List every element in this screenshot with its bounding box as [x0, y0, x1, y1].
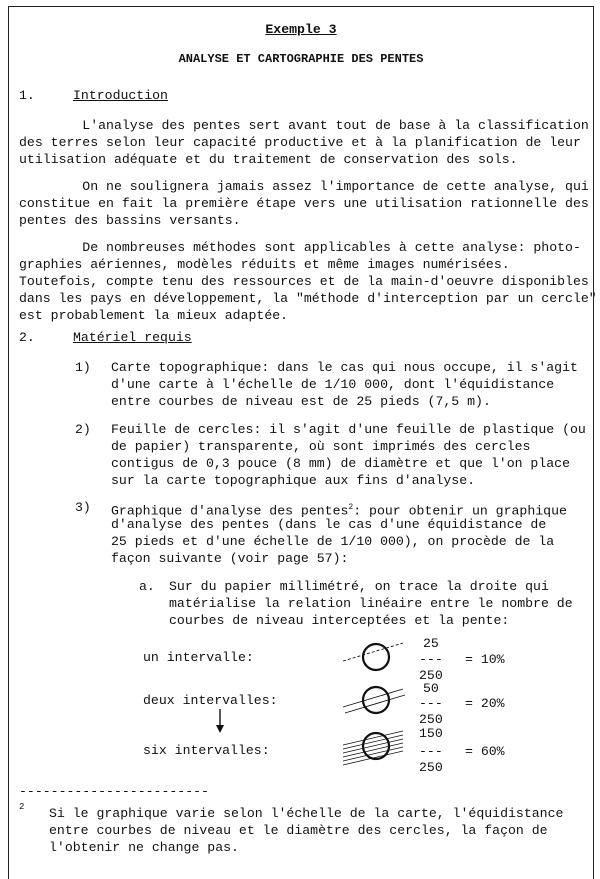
section-2-heading: Matériel requis — [73, 330, 192, 345]
diagram-label-1: un intervalle: — [143, 650, 254, 665]
doc-subtitle: ANALYSE ET CARTOGRAPHIE DES PENTES — [178, 52, 424, 66]
footnote-mark: 2 — [19, 802, 25, 812]
result-2: = 20% — [465, 696, 505, 711]
fraction-1-numerator: 25 — [423, 636, 439, 651]
fraction-2-denominator: 250 — [419, 712, 443, 727]
fraction-2-numerator: 50 — [423, 681, 439, 696]
fraction-3-denominator: 250 — [419, 760, 443, 775]
circle-one-interval-icon — [341, 639, 411, 679]
footnote-rule: ------------------------ — [19, 784, 209, 799]
circle-two-intervals-icon — [341, 681, 411, 721]
result-3: = 60% — [465, 744, 505, 759]
circle-six-intervals-icon — [341, 725, 411, 769]
document-page: Exemple 3 ANALYSE ET CARTOGRAPHIE DES PENTES 1. Introduction L'analyse des pentes sert avant tout de base à la classification des terres selon leur capacité productive et à la planification de leur utilisation adéquate et du traitement de conservation des sols. On ne soulignera jamais assez l'importance de cette analyse, qui constitue en fait la première étape vers une utilisation rationnelle des pentes des bassins versants. De nombreuses méthodes sont applicables à cette analyse: photo- graphies aériennes, modèles réduits et même images numérisées. Toutefois, compte tenu des ressources et de la main-d'oeuvre disponibles dans les pays en développement, la "méthode d'interception par un cercle" est probablement la mieux adaptée. 2. Matériel requis 1) Carte topographique: dans le cas qui nous occupe, il s'agit d'une carte à l'échelle de 1/10 000, dont l'équidistance entre courbes de niveau est de 25 pieds (7,5 m). 2) Feuille de cercles: il s'agit d'une feuille de plastique (ou de papier) transparente, où sont imprimés des cercles contigus de 0,3 pouce (8 mm) de diamètre et que l'on place sur la carte topographique aux fins d'analyse. 3) Graphique d'analyse des pentes$^2$: pour obtenir un graphique d'analyse des pentes (dans le cas d'une équidistance de 25 pieds et d'une échelle de 1/10 000), on procède de la façon suivante (voir page 57): a. Sur du papier millimétré, on trace la droite qui matérialise la relation linéaire entre le nombre de courbes de niveau interceptées et la pente: un intervalle: deux intervalles: six intervalles: 25 --- 250 = 10% 50 --- 250 = 20% 150 --- 250 = 60% ------------------------ 2 Si le graphique varie selon l'échelle de la carte, l'équidistance entre courbes de niveau et le diamètre des cercles, la façon de l'obtenir ne change pas. — [8, 6, 594, 879]
fraction-1-bar: --- — [419, 652, 443, 667]
doc-title: Exemple 3 — [265, 22, 337, 37]
diagram-label-2: deux intervalles: — [143, 693, 278, 708]
footnote-reference: 2 — [348, 503, 354, 512]
fraction-1-denominator: 250 — [419, 668, 443, 683]
fraction-2-bar: --- — [419, 696, 443, 711]
result-1: = 10% — [465, 652, 505, 667]
section-2-number: 2. — [19, 330, 35, 345]
section-1-heading: Introduction — [73, 88, 168, 103]
diagram-label-3: six intervalles: — [143, 743, 270, 758]
fraction-3-bar: --- — [419, 744, 443, 759]
down-arrow-icon — [214, 707, 234, 737]
fraction-3-numerator: 150 — [419, 726, 443, 741]
section-1-number: 1. — [19, 88, 35, 103]
